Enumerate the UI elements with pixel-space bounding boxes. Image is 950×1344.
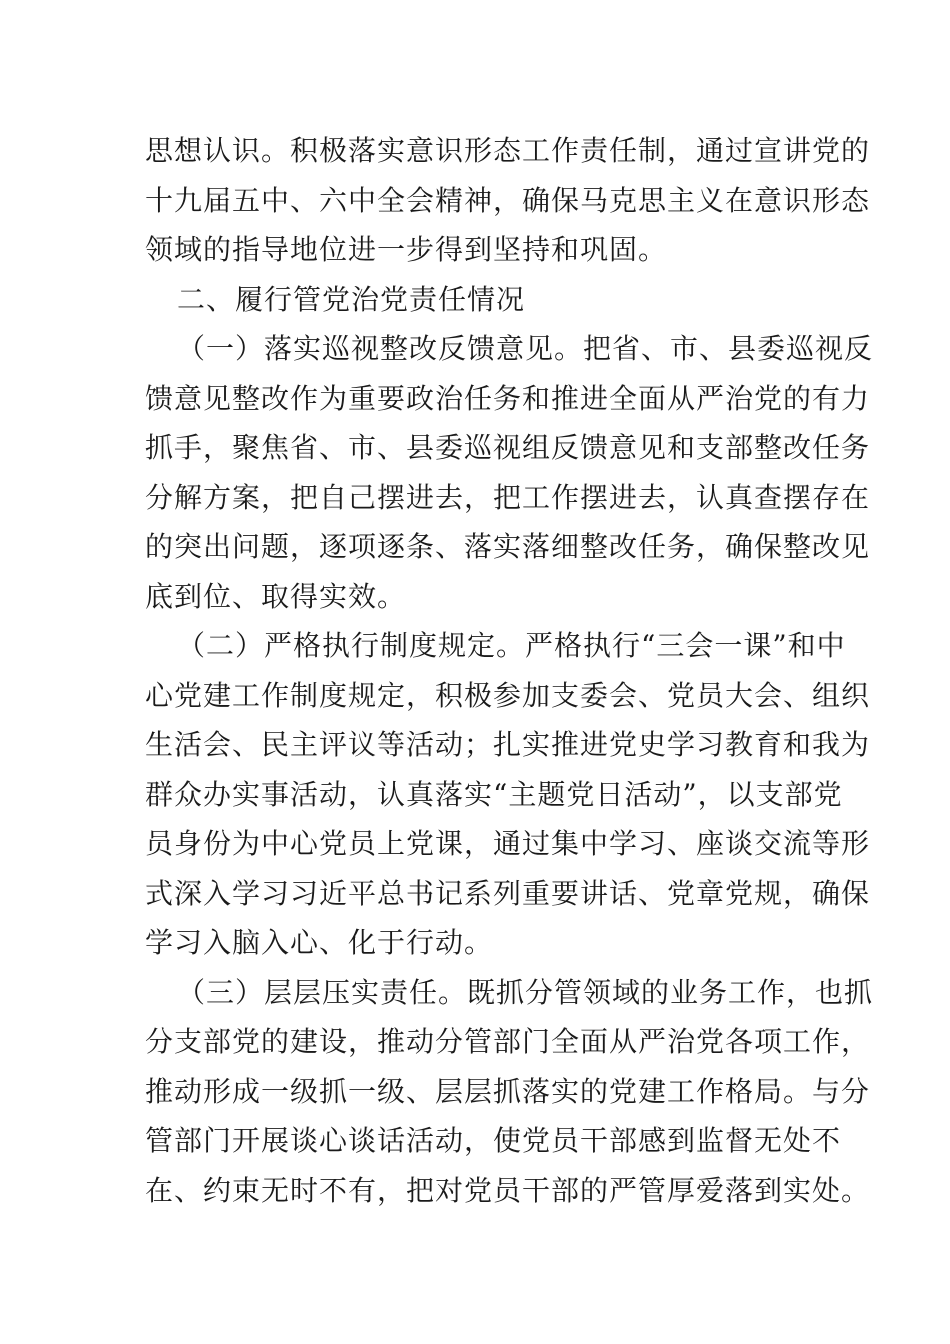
paragraph-line: 分解方案，把自己摆进去，把工作摆进去，认真查摆存在 xyxy=(145,480,871,514)
paragraph-line: 的突出问题，逐项逐条、落实落细整改任务，确保整改见 xyxy=(145,530,871,563)
section-heading: 二、履行管党治党责任情况 xyxy=(177,282,526,316)
paragraph-line: 分支部党的建设，推动分管部门全面从严治党各项工作， xyxy=(145,1025,871,1058)
paragraph-line: 学习入脑入心、化于行动。 xyxy=(145,926,494,959)
paragraph-line: 管部门开展谈心谈话活动，使党员干部感到监督无处不 xyxy=(145,1124,842,1157)
paragraph-line: 领域的指导地位进一步得到坚持和巩固。 xyxy=(145,233,668,266)
paragraph-line: 群众办实事活动，认真落实“主题党日活动”，以支部党 xyxy=(145,777,843,811)
paragraph-line: 思想认识。积极落实意识形态工作责任制，通过宣讲党的 xyxy=(145,134,871,167)
paragraph-line: 在、约束无时不有，把对党员干部的严管厚爱落到实处。 xyxy=(145,1173,871,1207)
paragraph-line: 底到位、取得实效。 xyxy=(145,579,407,613)
paragraph-line: （三）层层压实责任。既抓分管领域的业务工作，也抓 xyxy=(177,975,874,1009)
paragraph-line: 生活会、民主评议等活动；扎实推进党史学习教育和我为 xyxy=(145,728,871,761)
paragraph-line: 心党建工作制度规定，积极参加支委会、党员大会、组织 xyxy=(145,678,871,712)
paragraph-line: 式深入学习习近平总书记系列重要讲话、党章党规，确保 xyxy=(145,876,871,910)
paragraph-line: 推动形成一级抓一级、层层抓落实的党建工作格局。与分 xyxy=(145,1074,871,1108)
paragraph-line: （一）落实巡视整改反馈意见。把省、市、县委巡视反 xyxy=(177,332,874,365)
paragraph-line: （二）严格执行制度规定。严格执行“三会一课”和中 xyxy=(177,629,846,662)
document-body xyxy=(145,126,874,1215)
paragraph-line: 抓手，聚焦省、市、县委巡视组反馈意见和支部整改任务 xyxy=(145,431,871,464)
paragraph-line: 十九届五中、六中全会精神，确保马克思主义在意识形态 xyxy=(145,183,871,217)
paragraph-line: 员身份为中心党员上党课，通过集中学习、座谈交流等形 xyxy=(145,827,871,860)
paragraph-line: 馈意见整改作为重要政治任务和推进全面从严治党的有力 xyxy=(145,381,871,415)
